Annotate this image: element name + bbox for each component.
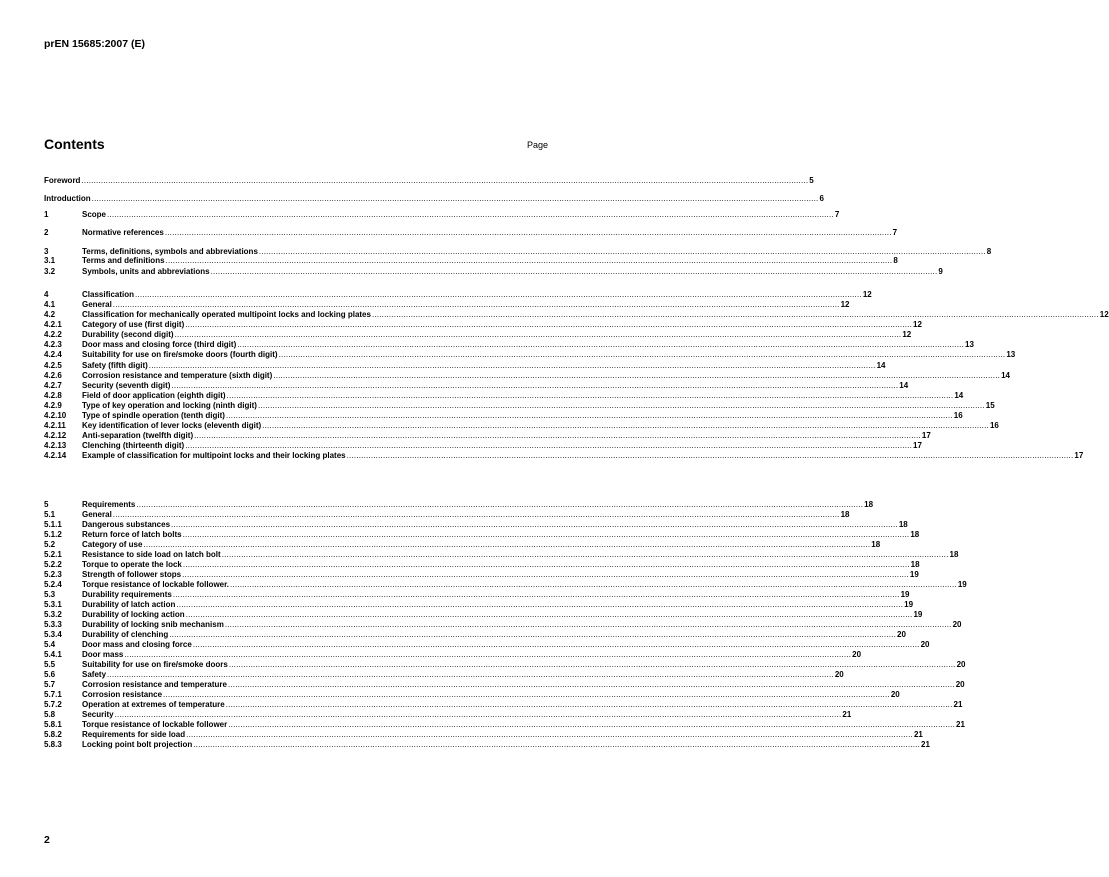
toc-entry[interactable] — [44, 560, 920, 570]
toc-entry[interactable] — [44, 411, 963, 421]
toc-leader-dots: ............................................................................................................................................................................................................................................................................................................ — [172, 590, 900, 599]
toc-entry-page: 20 — [920, 640, 930, 649]
toc-entry-page: 8 — [893, 256, 898, 265]
toc-entry-number: 5.8.3 — [44, 740, 62, 749]
toc-entry-title: Suitability for use on fire/smoke doors — [82, 660, 228, 669]
toc-entry-page: 18 — [840, 510, 850, 519]
toc-entry[interactable] — [44, 330, 912, 340]
toc-entry[interactable] — [44, 267, 943, 277]
toc-leader-dots: ............................................................................................................................................................................................................................................................................................................ — [135, 290, 862, 299]
toc-entry-title: Dangerous substances — [82, 520, 171, 529]
toc-entry-title: Category of use — [82, 540, 143, 549]
toc-leader-dots: ............................................................................................................................................................................................................................................................................................................ — [148, 361, 876, 370]
toc-entry[interactable] — [44, 650, 862, 660]
toc-leader-dots: ............................................................................................................................................................................................................................................................................................................ — [185, 320, 913, 329]
toc-leader-dots: ............................................................................................................................................................................................................................................................................................................ — [192, 640, 920, 649]
toc-entry-page: 20 — [955, 680, 965, 689]
toc-entry-number: 5.2 — [44, 540, 56, 549]
toc-entry-page: 14 — [954, 391, 964, 400]
toc-entry-number: 3.2 — [44, 267, 56, 276]
toc-entry[interactable] — [44, 421, 999, 431]
toc-leader-dots: ............................................................................................................................................................................................................................................................................................................ — [124, 650, 852, 659]
toc-entry-page: 20 — [852, 650, 862, 659]
toc-entry-number: 5.2.4 — [44, 580, 62, 589]
toc-entry-page: 12 — [1099, 310, 1109, 319]
toc-entry[interactable] — [44, 710, 852, 720]
toc-entry-page: 20 — [890, 690, 900, 699]
toc-entry-page: 18 — [910, 530, 920, 539]
toc-entry-page: 20 — [834, 670, 844, 679]
toc-entry-title: Torque resistance of lockable follower. — [82, 580, 230, 589]
toc-leader-dots: ............................................................................................................................................................................................................................................................................................................ — [346, 451, 1074, 460]
toc-leader-dots: ............................................................................................................................................................................................................................................................................................................ — [107, 670, 834, 679]
toc-entry-number: 4.1 — [44, 300, 56, 309]
toc-entry-title: Door mass — [82, 650, 124, 659]
toc-entry-number: 4.2.6 — [44, 371, 62, 380]
toc-entry-title: Type of key operation and locking (ninth digit) — [82, 401, 257, 410]
toc-entry[interactable] — [44, 640, 930, 650]
toc-entry[interactable] — [44, 630, 906, 640]
toc-entry-page: 12 — [913, 320, 922, 329]
toc-entry-number: 5.4 — [44, 640, 56, 649]
toc-leader-dots: ............................................................................................................................................................................................................................................................................................................ — [228, 660, 956, 669]
toc-entry-number: 5.3.3 — [44, 620, 62, 629]
toc-entry[interactable] — [44, 451, 1084, 461]
toc-leader-dots: ............................................................................................................................................................................................................................................................................................................ — [194, 431, 921, 440]
toc-entry-page: 15 — [985, 401, 995, 410]
toc-entry-number: 4.2.9 — [44, 401, 62, 410]
toc-entry[interactable] — [44, 310, 1109, 320]
toc-entry-number: 1 — [44, 210, 49, 219]
toc-entry[interactable] — [44, 228, 898, 238]
toc-leader-dots: ............................................................................................................................................................................................................................................................................................................ — [182, 530, 910, 539]
toc-leader-dots: ............................................................................................................................................................................................................................................................................................................ — [107, 210, 834, 219]
toc-leader-dots: ............................................................................................................................................................................................................................................................................................................ — [221, 550, 949, 559]
toc-entry-page: 20 — [952, 620, 962, 629]
toc-entry[interactable] — [44, 290, 872, 300]
toc-entry-title: Torque to operate the lock — [82, 560, 182, 569]
toc-entry[interactable] — [44, 610, 923, 620]
toc-leader-dots: ............................................................................................................................................................................................................................................................................................................ — [176, 600, 904, 609]
toc-leader-dots: ............................................................................................................................................................................................................................................................................................................ — [257, 401, 985, 410]
toc-entry-number: 4.2.4 — [44, 350, 62, 359]
toc-entry-page: 21 — [953, 700, 963, 709]
toc-entry-number: 5.3 — [44, 590, 56, 599]
toc-entry[interactable] — [44, 350, 1016, 360]
toc-entry-number: 4.2.10 — [44, 411, 67, 420]
toc-entry-number: 5.8.1 — [44, 720, 62, 729]
toc-entry-title: Example of classification for multipoint locks and their locking plates — [82, 451, 346, 460]
toc-entry-title: Field of door application (eighth digit) — [82, 391, 226, 400]
toc-entry-number: 5.4.1 — [44, 650, 62, 659]
toc-entry-page: 19 — [913, 610, 923, 619]
toc-entry-number: 4.2.5 — [44, 361, 62, 370]
toc-entry[interactable] — [44, 210, 840, 220]
toc-entry-page: 19 — [900, 590, 910, 599]
toc-leader-dots: ............................................................................................................................................................................................................................................................................................................ — [230, 580, 957, 589]
toc-entry-number: 2 — [44, 228, 49, 237]
toc-entry-number: 4.2.11 — [44, 421, 66, 430]
toc-leader-dots: ............................................................................................................................................................................................................................................................................................................ — [112, 510, 840, 519]
toc-leader-dots: ............................................................................................................................................................................................................................................................................................................ — [227, 680, 955, 689]
toc-entry-page: 18 — [871, 540, 881, 549]
toc-entry-title: Symbols, units and abbreviations — [82, 267, 210, 276]
toc-entry[interactable] — [44, 690, 900, 700]
toc-entry-title: Type of spindle operation (tenth digit) — [82, 411, 225, 420]
toc-leader-dots: ............................................................................................................................................................................................................................................................................................................ — [278, 350, 1006, 359]
toc-entry-number: 4.2.12 — [44, 431, 67, 440]
toc-entry-page: 9 — [938, 267, 943, 276]
toc-entry-page: 5 — [809, 176, 814, 185]
toc-entry-title: Terms and definitions — [82, 256, 165, 265]
toc-leader-dots: ............................................................................................................................................................................................................................................................................................................ — [185, 441, 913, 450]
toc-entry-title: Torque resistance of lockable follower — [82, 720, 228, 729]
toc-entry-page: 17 — [921, 431, 931, 440]
toc-entry-number: 5.6 — [44, 670, 56, 679]
toc-entry-title: Locking point bolt projection — [82, 740, 193, 749]
toc-entry-title: Clenching (thirteenth digit) — [82, 441, 185, 450]
toc-leader-dots: ............................................................................................................................................................................................................................................................................................................ — [171, 381, 899, 390]
toc-leader-dots: ............................................................................................................................................................................................................................................................................................................ — [143, 540, 871, 549]
toc-entry[interactable] — [44, 570, 919, 580]
toc-entry[interactable] — [44, 530, 920, 540]
toc-entry[interactable] — [44, 580, 967, 590]
toc-entry-number: 5.7.1 — [44, 690, 62, 699]
toc-leader-dots: ............................................................................................................................................................................................................................................................................................................ — [185, 610, 913, 619]
toc-entry-number: 5.3.1 — [44, 600, 62, 609]
toc-entry-title: Corrosion resistance — [82, 690, 163, 699]
toc-entry-page: 21 — [921, 740, 930, 749]
toc-entry-title: Return force of latch bolts — [82, 530, 182, 539]
document-id: prEN 15685:2007 (E) — [44, 38, 145, 50]
toc-leader-dots: ............................................................................................................................................................................................................................................................................................................ — [174, 330, 902, 339]
toc-entry[interactable] — [44, 320, 922, 330]
toc-leader-dots: ............................................................................................................................................................................................................................................................................................................ — [228, 720, 956, 729]
toc-entry[interactable] — [44, 520, 908, 530]
toc-entry-title: Durability of locking snib mechanism — [82, 620, 224, 629]
toc-entry[interactable] — [44, 371, 1010, 381]
toc-entry-number: 5.7.2 — [44, 700, 62, 709]
toc-entry-page: 18 — [864, 500, 874, 509]
toc-entry-title: Classification for mechanically operated multipoint locks and locking plates — [82, 310, 371, 319]
toc-entry-page: 7 — [834, 210, 840, 219]
toc-leader-dots: ............................................................................................................................................................................................................................................................................................................ — [171, 520, 898, 529]
toc-leader-dots: ............................................................................................................................................................................................................................................................................................................ — [169, 630, 897, 639]
page-column-label: Page — [527, 140, 549, 150]
toc-entry-number: 4.2.7 — [44, 381, 62, 390]
toc-entry-page: 16 — [953, 411, 963, 420]
toc-entry-page: 16 — [989, 421, 999, 430]
toc-leader-dots: ............................................................................................................................................................................................................................................................................................................ — [225, 700, 953, 709]
toc-entry[interactable] — [44, 381, 909, 391]
toc-entry[interactable] — [44, 740, 930, 750]
toc-entry[interactable] — [44, 720, 965, 730]
toc-entry-number: 5.8 — [44, 710, 56, 719]
toc-entry-page: 18 — [949, 550, 959, 559]
toc-leader-dots: ............................................................................................................................................................................................................................................................................................................ — [193, 740, 921, 749]
toc-entry-page: 21 — [913, 730, 923, 739]
toc-entry[interactable] — [44, 431, 931, 441]
toc-entry-page: 17 — [1074, 451, 1084, 460]
toc-entry-number: 5.8.2 — [44, 730, 62, 739]
toc-entry-page: 12 — [840, 300, 850, 309]
toc-entry-page: 19 — [909, 570, 919, 579]
toc-entry[interactable] — [44, 540, 881, 550]
toc-entry-number: 4.2.2 — [44, 330, 62, 339]
toc-entry[interactable] — [44, 176, 814, 186]
toc-leader-dots: ............................................................................................................................................................................................................................................................................................................ — [237, 340, 965, 349]
toc-entry-number: 4.2.13 — [44, 441, 67, 450]
toc-entry-title: Durability of locking action — [82, 610, 185, 619]
toc-leader-dots: ............................................................................................................................................................................................................................................................................................................ — [226, 391, 954, 400]
toc-entry-number: 4.2.14 — [44, 451, 67, 460]
toc-leader-dots: ............................................................................................................................................................................................................................................................................................................ — [262, 421, 989, 430]
toc-entry-number: 4.2.8 — [44, 391, 62, 400]
toc-entry-title: Requirements — [82, 500, 136, 509]
toc-entry-page: 12 — [862, 290, 872, 299]
toc-entry-number: 5.3.2 — [44, 610, 62, 619]
toc-entry-number: 5.2.2 — [44, 560, 62, 569]
toc-entry[interactable] — [44, 441, 922, 451]
toc-entry[interactable] — [44, 670, 844, 680]
toc-entry-title: General — [82, 510, 112, 519]
toc-entry-number: 5.2.3 — [44, 570, 62, 579]
toc-entry-number: 5 — [44, 500, 49, 509]
toc-entry-number: 5.2.1 — [44, 550, 62, 559]
toc-entry-title: Classification — [82, 290, 135, 299]
toc-entry-title: Durability (second digit) — [82, 330, 174, 339]
toc-entry-page: 14 — [1001, 371, 1010, 380]
toc-entry-title: Door mass and closing force (third digit) — [82, 340, 237, 349]
toc-entry[interactable] — [44, 401, 995, 411]
toc-entry-page: 14 — [876, 361, 886, 370]
toc-leader-dots: ............................................................................................................................................................................................................................................................................................................ — [258, 247, 986, 256]
toc-entry-page: 7 — [892, 228, 898, 237]
toc-entry-title: Introduction — [44, 194, 91, 203]
toc-entry-page: 19 — [957, 580, 967, 589]
toc-entry-number: 5.5 — [44, 660, 56, 669]
toc-leader-dots: ............................................................................................................................................................................................................................................................................................................ — [182, 570, 909, 579]
toc-entry-title: Durability requirements — [82, 590, 172, 599]
toc-leader-dots: ............................................................................................................................................................................................................................................................................................................ — [186, 730, 913, 739]
toc-entry-page: 21 — [842, 710, 852, 719]
toc-entry-number: 5.3.4 — [44, 630, 62, 639]
toc-leader-dots: ............................................................................................................................................................................................................................................................................................................ — [182, 560, 910, 569]
toc-entry-number: 5.1.1 — [44, 520, 62, 529]
toc-entry[interactable] — [44, 510, 850, 520]
toc-leader-dots: ............................................................................................................................................................................................................................................................................................................ — [114, 710, 842, 719]
toc-entry[interactable] — [44, 340, 974, 350]
toc-entry-title: Durability of latch action — [82, 600, 176, 609]
toc-leader-dots: ............................................................................................................................................................................................................................................................................................................ — [165, 256, 893, 265]
toc-entry-page: 20 — [956, 660, 966, 669]
toc-entry-title: Safety — [82, 670, 107, 679]
toc-entry-number: 5.1.2 — [44, 530, 62, 539]
toc-entry-page: 12 — [902, 330, 912, 339]
toc-leader-dots: ............................................................................................................................................................................................................................................................................................................ — [273, 371, 1001, 380]
toc-entry[interactable] — [44, 730, 923, 740]
toc-entry-title: Scope — [82, 210, 107, 219]
toc-leader-dots: ............................................................................................................................................................................................................................................................................................................ — [163, 690, 890, 699]
toc-entry-title: Anti-separation (twelfth digit) — [82, 431, 194, 440]
toc-entry-title: Corrosion resistance and temperature (sixth digit) — [82, 371, 273, 380]
toc-entry[interactable] — [44, 700, 963, 710]
toc-entry-title: Operation at extremes of temperature — [82, 700, 225, 709]
toc-leader-dots: ............................................................................................................................................................................................................................................................................................................ — [112, 300, 840, 309]
toc-entry[interactable] — [44, 256, 898, 266]
toc-entry-number: 4.2.1 — [44, 320, 62, 329]
toc-leader-dots: ............................................................................................................................................................................................................................................................................................................ — [210, 267, 938, 276]
toc-entry-title: Normative references — [82, 228, 164, 237]
toc-entry-page: 14 — [899, 381, 909, 390]
toc-entry[interactable] — [44, 194, 824, 204]
toc-entry-title: Strength of follower stops — [82, 570, 182, 579]
toc-entry-title: Security — [82, 710, 114, 719]
toc-entry-page: 19 — [904, 600, 914, 609]
toc-entry-number: 5.7 — [44, 680, 56, 689]
toc-entry-title: Foreword — [44, 176, 81, 185]
toc-entry-title: Resistance to side load on latch bolt — [82, 550, 221, 559]
toc-entry[interactable] — [44, 660, 966, 670]
toc-entry[interactable] — [44, 550, 959, 560]
toc-entry-title: Requirements for side load — [82, 730, 186, 739]
toc-entry-number: 4.2.3 — [44, 340, 62, 349]
toc-entry-page: 8 — [986, 247, 992, 256]
toc-entry-page: 18 — [898, 520, 908, 529]
toc-entry-title: Security (seventh digit) — [82, 381, 171, 390]
toc-entry[interactable] — [44, 600, 914, 610]
toc-leader-dots: ............................................................................................................................................................................................................................................................................................................ — [91, 194, 819, 203]
toc-leader-dots: ............................................................................................................................................................................................................................................................................................................ — [164, 228, 892, 237]
toc-entry-title: Durability of clenching — [82, 630, 169, 639]
toc-entry-page: 17 — [913, 441, 922, 450]
toc-entry-page: 21 — [956, 720, 965, 729]
toc-entry-page: 18 — [910, 560, 920, 569]
toc-entry-page: 13 — [1006, 350, 1016, 359]
toc-leader-dots: ............................................................................................................................................................................................................................................................................................................ — [81, 176, 809, 185]
toc-entry-title: Corrosion resistance and temperature — [82, 680, 227, 689]
toc-entry-title: Terms, definitions, symbols and abbreviations — [82, 247, 258, 256]
toc-entry-page: 13 — [965, 340, 974, 349]
toc-entry-page: 6 — [819, 194, 824, 203]
toc-entry-title: Category of use (first digit) — [82, 320, 185, 329]
toc-entry-number: 5.1 — [44, 510, 56, 519]
toc-entry[interactable] — [44, 300, 850, 310]
toc-entry[interactable] — [44, 590, 910, 600]
toc-entry-title: Door mass and closing force — [82, 640, 192, 649]
toc-entry-number: 3 — [44, 247, 49, 256]
toc-leader-dots: ............................................................................................................................................................................................................................................................................................................ — [371, 310, 1099, 319]
toc-entry[interactable] — [44, 391, 964, 401]
toc-leader-dots: ............................................................................................................................................................................................................................................................................................................ — [224, 620, 952, 629]
toc-entry-number: 3.1 — [44, 256, 56, 265]
toc-entry-title: Suitability for use on fire/smoke doors (fourth digit) — [82, 350, 278, 359]
toc-entry-title: General — [82, 300, 112, 309]
toc-entry-number: 4.2 — [44, 310, 56, 319]
toc-entry-page: 20 — [897, 630, 906, 639]
toc-entry-title: Safety (fifth digit) — [82, 361, 148, 370]
toc-leader-dots: ............................................................................................................................................................................................................................................................................................................ — [136, 500, 864, 509]
toc-entry[interactable] — [44, 620, 962, 630]
toc-leader-dots: ............................................................................................................................................................................................................................................................................................................ — [225, 411, 953, 420]
toc-entry-title: Key identification of lever locks (eleventh digit) — [82, 421, 262, 430]
toc-entry[interactable] — [44, 680, 965, 690]
toc-entry[interactable] — [44, 500, 874, 510]
page-number: 2 — [44, 834, 50, 846]
toc-entry-number: 4 — [44, 290, 49, 299]
contents-title: Contents — [44, 136, 105, 152]
toc-entry[interactable] — [44, 361, 886, 371]
